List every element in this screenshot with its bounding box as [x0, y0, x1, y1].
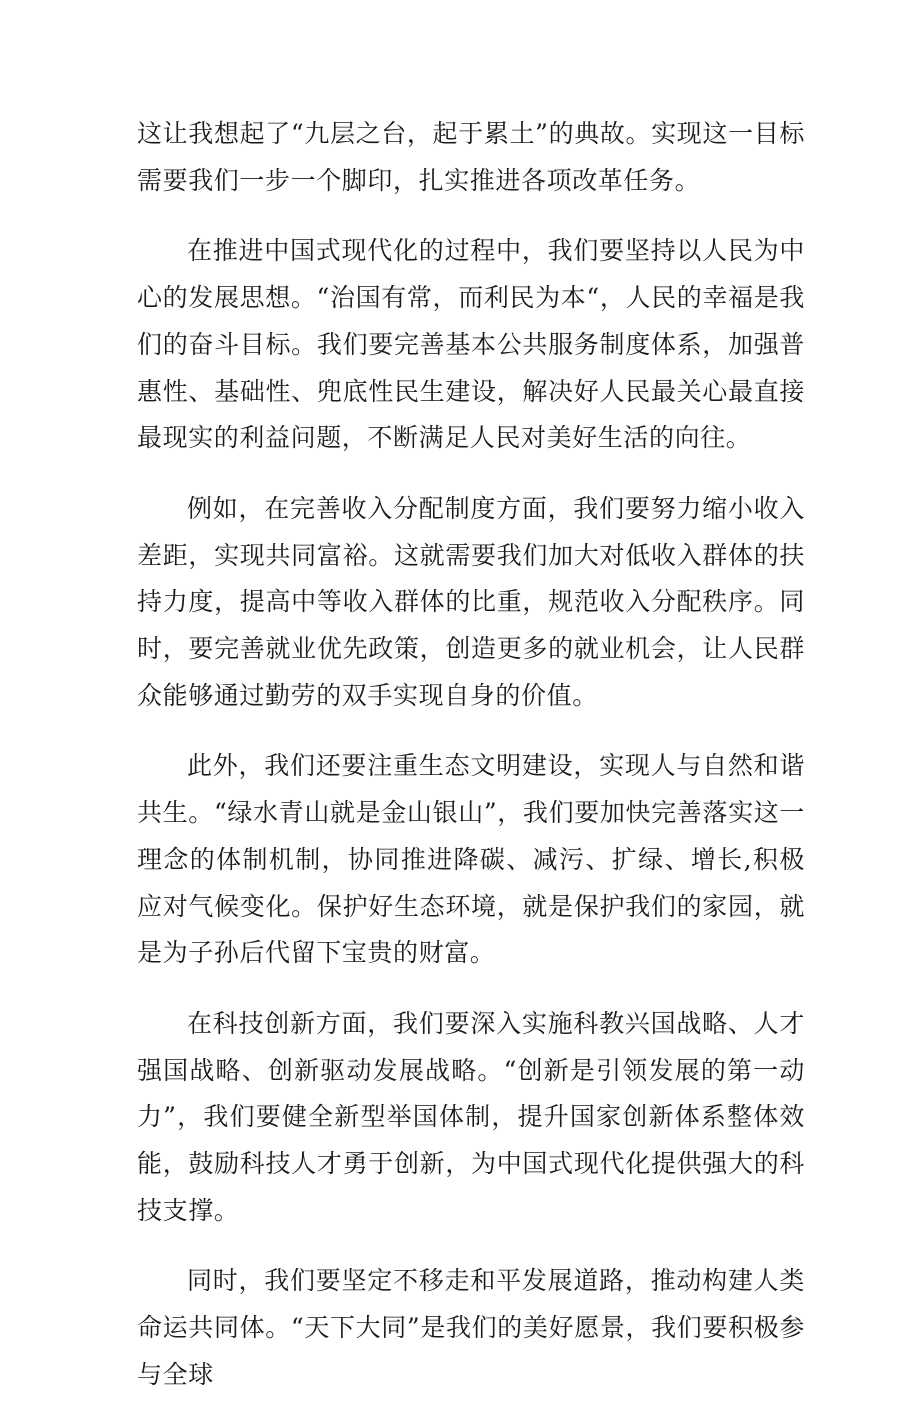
- paragraph-2: 在推进中国式现代化的过程中，我们要坚持以人民为中心的发展思想。“治国有常，而利民为本“，人民的幸福是我们的奋斗目标。我们要完善基本公共服务制度体系，加强普惠性、基础性、兜底性民生建设，解决好人民最关心最直接最现实的利益问题，不断满足人民对美好生活的向往。: [137, 236, 805, 453]
- paragraph-4: 此外，我们还要注重生态文明建设，实现人与自然和谐共生。“绿水青山就是金山银山”，我们要加快完善落实这一理念的体制机制，协同推进降碳、减污、扩绿、增长,积极应对气候变化。保护好生态环境，就是保护我们的家园，就是为子孙后代留下宝贵的财富。: [137, 751, 805, 968]
- paragraph-1: 这让我想起了“九层之台，起于累土”的典故。实现这一目标需要我们一步一个脚印，扎实推进各项改革任务。: [137, 119, 805, 195]
- paragraph-6: 同时，我们要坚定不移走和平发展道路，推动构建人类命运共同体。“天下大同”是我们的美好愿景，我们要积极参与全球: [137, 1266, 805, 1389]
- document-body: [137, 111, 805, 1423]
- paragraph-5: 在科技创新方面，我们要深入实施科教兴国战略、人才强国战略、创新驱动发展战略。“创新是引领发展的第一动力”，我们要健全新型举国体制，提升国家创新体系整体效能，鼓励科技人才勇于创新，为中国式现代化提供强大的科技支撑。: [137, 1008, 805, 1225]
- paragraph-3: 例如，在完善收入分配制度方面，我们要努力缩小收入差距，实现共同富裕。这就需要我们加大对低收入群体的扶持力度，提高中等收入群体的比重，规范收入分配秩序。同时，要完善就业优先政策，创造更多的就业机会，让人民群众能够通过勤劳的双手实现自身的价值。: [137, 493, 805, 710]
